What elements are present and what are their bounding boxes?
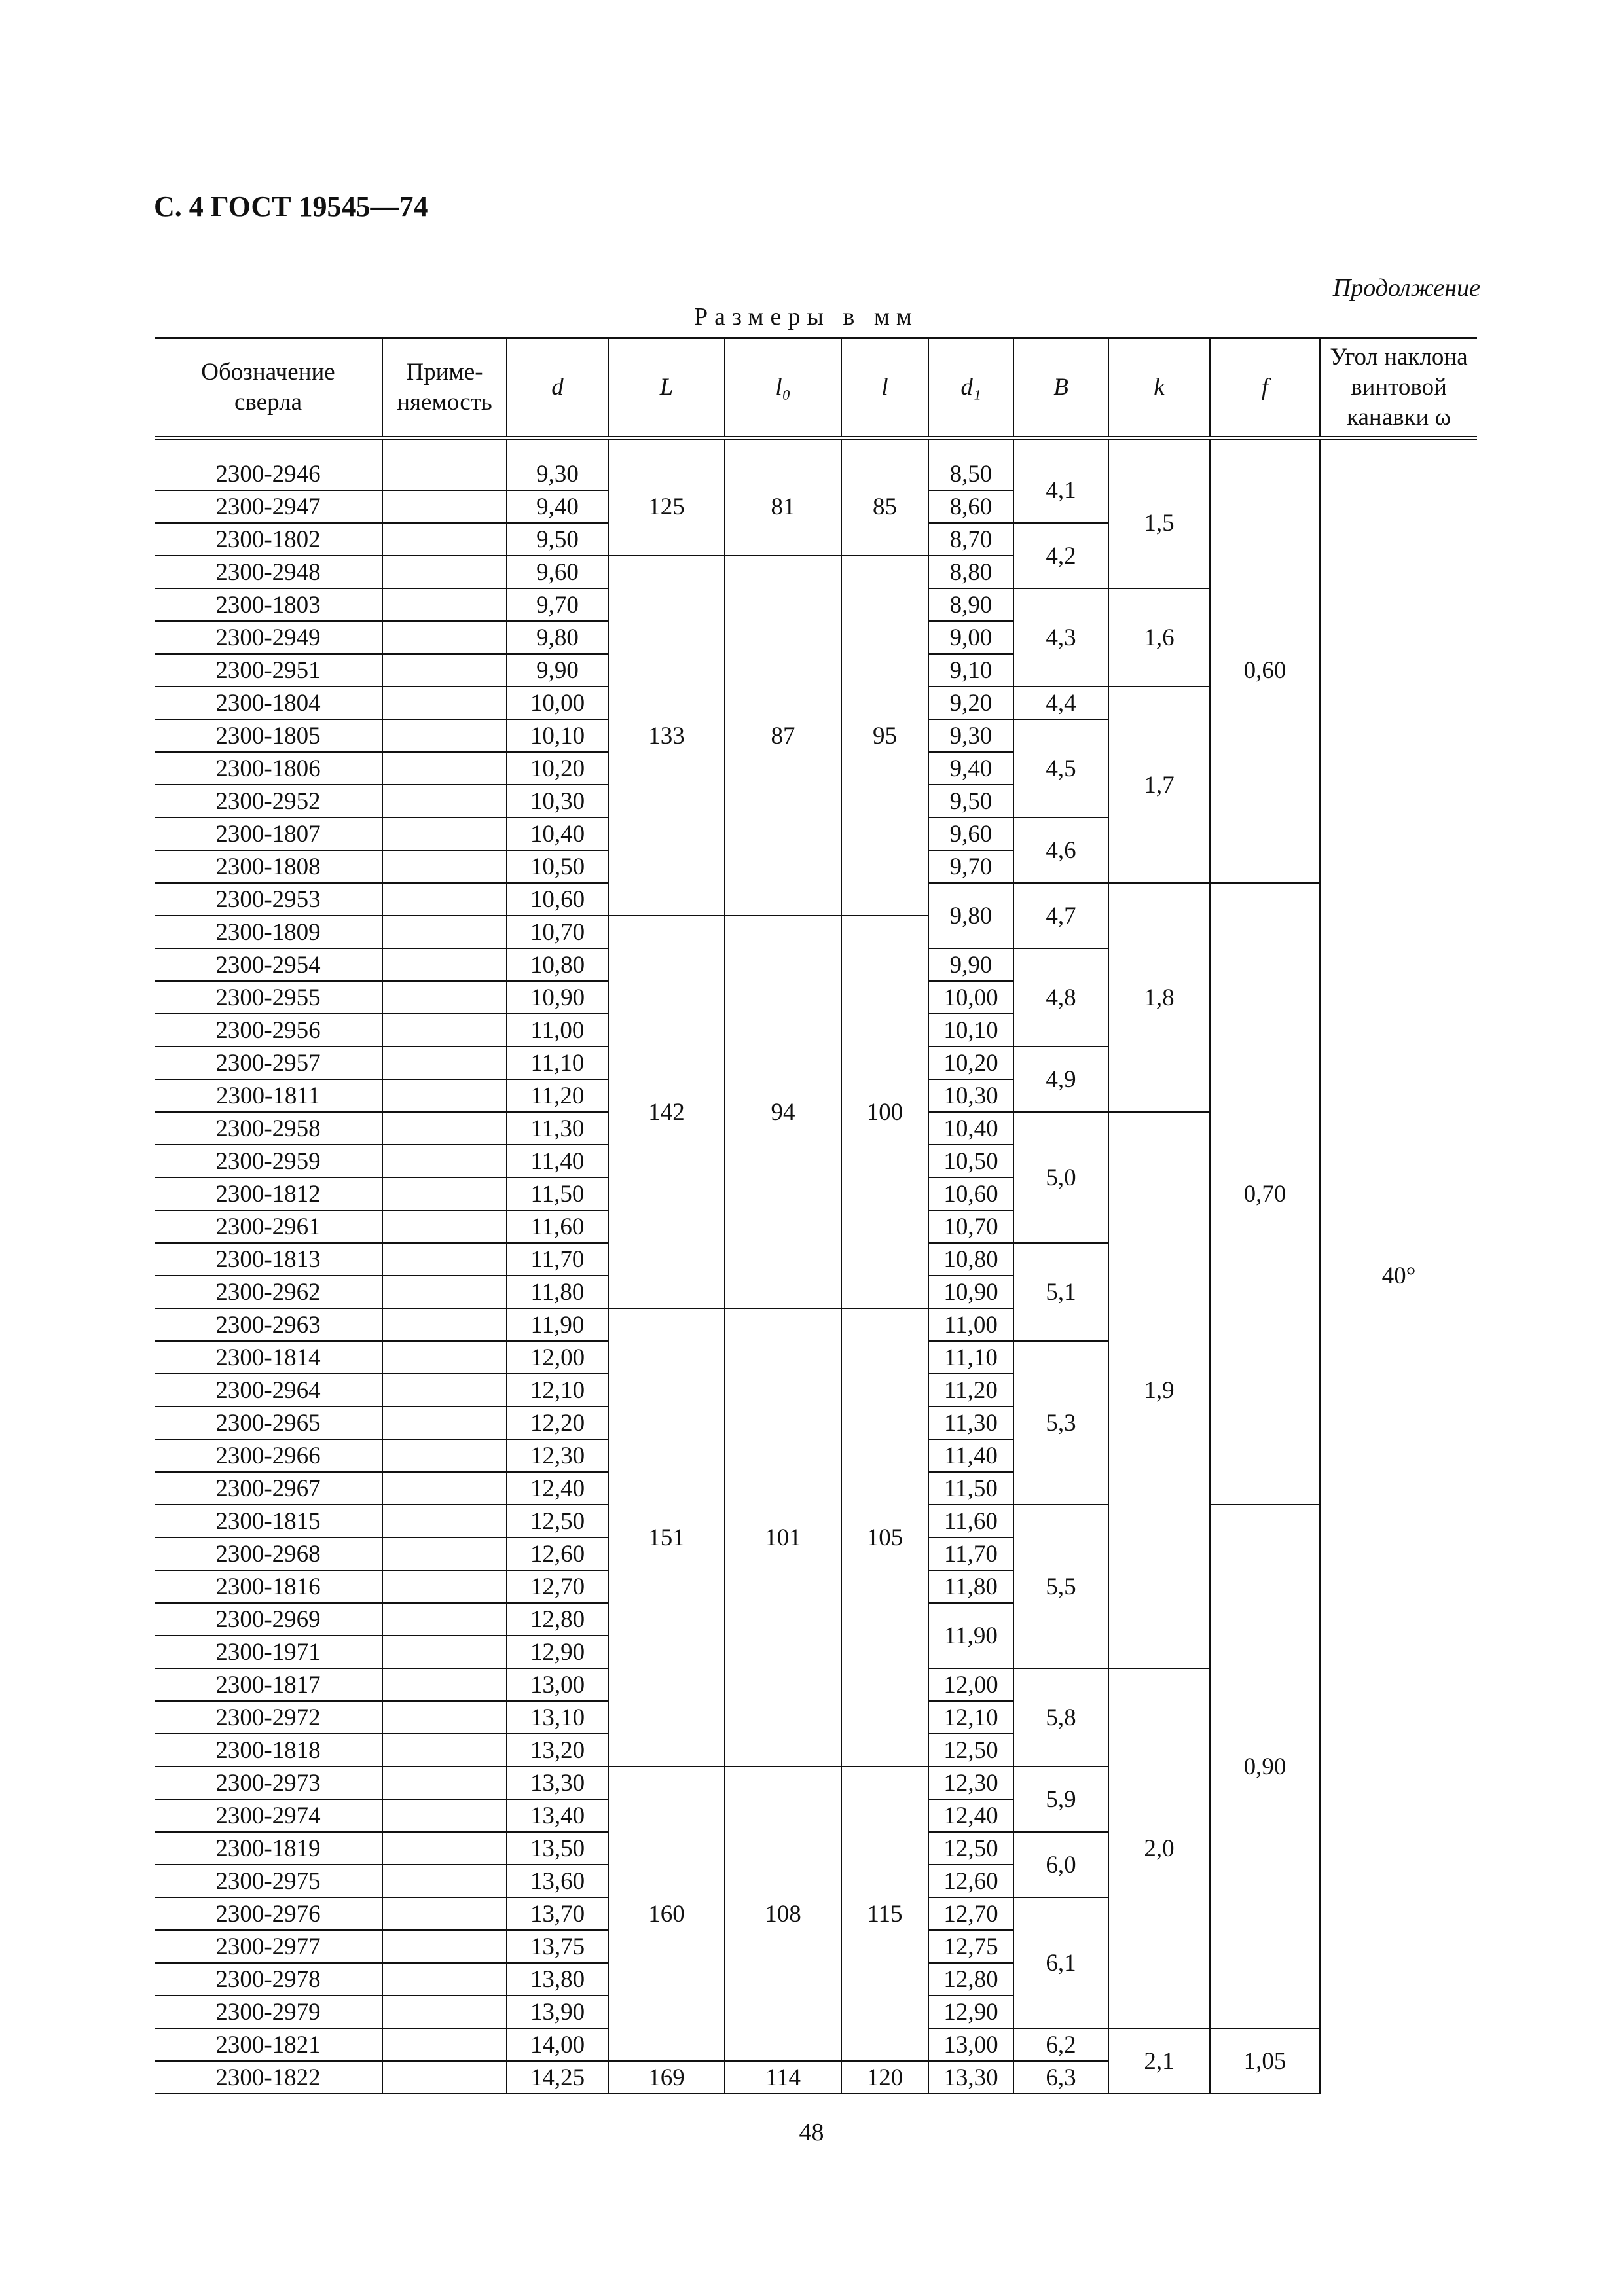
col-k: k [1108,338,1210,439]
B-cell: 4,2 [1013,523,1108,588]
diameter-cell: 12,10 [507,1374,608,1407]
diameter-cell: 13,75 [507,1930,608,1963]
k-cell: 1,6 [1108,588,1210,687]
length-l0-cell: 101 [725,1308,841,1767]
drill-designation-cell: 2300-1809 [155,916,382,948]
B-cell: 4,5 [1013,719,1108,817]
diameter-cell: 9,90 [507,654,608,687]
core-diameter-cell: 10,90 [928,1276,1013,1308]
core-diameter-cell: 11,80 [928,1570,1013,1603]
applicability-cell [382,1505,507,1537]
core-diameter-cell: 11,90 [928,1603,1013,1668]
diameter-cell: 9,70 [507,588,608,621]
core-diameter-cell: 12,60 [928,1865,1013,1897]
B-cell: 6,2 [1013,2028,1108,2061]
applicability-cell [382,1537,507,1570]
applicability-cell [382,458,507,490]
core-diameter-cell: 12,40 [928,1799,1013,1832]
drill-designation-cell: 2300-2951 [155,654,382,687]
applicability-cell [382,1079,507,1112]
diameter-cell: 12,70 [507,1570,608,1603]
diameter-cell: 13,30 [507,1767,608,1799]
core-diameter-cell: 11,20 [928,1374,1013,1407]
f-cell: 1,05 [1210,2028,1320,2094]
applicability-cell [382,1047,507,1079]
core-diameter-cell: 11,40 [928,1439,1013,1472]
col-d: d [507,338,608,439]
length-l-cell: 85 [841,458,928,556]
length-l0-cell: 94 [725,916,841,1308]
k-cell: 2,1 [1108,2028,1210,2094]
drill-designation-cell: 2300-2947 [155,490,382,523]
drill-designation-cell: 2300-1817 [155,1668,382,1701]
B-cell: 5,9 [1013,1767,1108,1832]
length-l0-cell: 108 [725,1767,841,2061]
B-cell: 5,3 [1013,1341,1108,1505]
diameter-cell: 11,00 [507,1014,608,1047]
drill-designation-cell: 2300-2956 [155,1014,382,1047]
drill-designation-cell: 2300-1815 [155,1505,382,1537]
col-B: B [1013,338,1108,439]
core-diameter-cell: 10,20 [928,1047,1013,1079]
length-L-cell: 160 [608,1767,725,2061]
core-diameter-cell: 9,00 [928,621,1013,654]
drill-designation-cell: 2300-2973 [155,1767,382,1799]
B-cell: 4,9 [1013,1047,1108,1112]
length-l-cell: 95 [841,556,928,916]
diameter-cell: 11,60 [507,1210,608,1243]
applicability-cell [382,1341,507,1374]
drill-designation-cell: 2300-1971 [155,1636,382,1668]
applicability-cell [382,621,507,654]
col-helix-angle: Угол наклона винтовой канавки ω [1320,338,1477,439]
applicability-cell [382,1636,507,1668]
core-diameter-cell: 8,60 [928,490,1013,523]
drill-designation-cell: 2300-1812 [155,1177,382,1210]
continuation-label: Продолжение [1332,274,1480,302]
applicability-cell [382,1930,507,1963]
core-diameter-cell: 9,20 [928,687,1013,719]
diameter-cell: 12,60 [507,1537,608,1570]
applicability-cell [382,1963,507,1996]
drill-designation-cell: 2300-2974 [155,1799,382,1832]
core-diameter-cell: 10,80 [928,1243,1013,1276]
core-diameter-cell: 10,70 [928,1210,1013,1243]
applicability-cell [382,1243,507,1276]
drill-designation-cell: 2300-2972 [155,1701,382,1734]
diameter-cell: 13,60 [507,1865,608,1897]
table-header-row [155,338,1477,439]
diameter-cell: 10,60 [507,883,608,916]
applicability-cell [382,948,507,981]
diameter-cell: 9,80 [507,621,608,654]
core-diameter-cell: 11,10 [928,1341,1013,1374]
core-diameter-cell: 12,90 [928,1996,1013,2028]
diameter-cell: 11,50 [507,1177,608,1210]
diameter-cell: 11,40 [507,1145,608,1177]
drill-designation-cell: 2300-2978 [155,1963,382,1996]
core-diameter-cell: 9,80 [928,883,1013,948]
applicability-cell [382,719,507,752]
applicability-cell [382,1112,507,1145]
applicability-cell [382,1472,507,1505]
applicability-cell [382,556,507,588]
applicability-cell [382,490,507,523]
diameter-cell: 13,20 [507,1734,608,1767]
f-cell: 0,70 [1210,883,1320,1505]
length-l0-cell: 114 [725,2061,841,2094]
drill-designation-cell: 2300-1813 [155,1243,382,1276]
applicability-cell [382,1767,507,1799]
diameter-cell: 12,80 [507,1603,608,1636]
applicability-cell [382,1865,507,1897]
k-cell: 1,5 [1108,458,1210,588]
diameter-cell: 9,60 [507,556,608,588]
drill-designation-cell: 2300-2959 [155,1145,382,1177]
core-diameter-cell: 13,00 [928,2028,1013,2061]
drill-designation-cell: 2300-2946 [155,458,382,490]
length-l-cell: 120 [841,2061,928,2094]
core-diameter-cell: 9,40 [928,752,1013,785]
B-cell: 4,3 [1013,588,1108,687]
drill-designation-cell: 2300-1811 [155,1079,382,1112]
applicability-cell [382,1668,507,1701]
col-designation: Обозначение сверла [155,338,382,439]
diameter-cell: 11,30 [507,1112,608,1145]
B-cell: 4,8 [1013,948,1108,1047]
diameter-cell: 12,00 [507,1341,608,1374]
length-l-cell: 100 [841,916,928,1308]
applicability-cell [382,1603,507,1636]
applicability-cell [382,1996,507,2028]
applicability-cell [382,850,507,883]
drill-designation-cell: 2300-2963 [155,1308,382,1341]
drill-designation-cell: 2300-1803 [155,588,382,621]
col-L: L [608,338,725,439]
core-diameter-cell: 12,50 [928,1832,1013,1865]
length-L-cell: 125 [608,458,725,556]
core-diameter-cell: 8,90 [928,588,1013,621]
col-f: f [1210,338,1320,439]
drill-designation-cell: 2300-1822 [155,2061,382,2094]
drill-designation-cell: 2300-1805 [155,719,382,752]
diameter-cell: 12,20 [507,1407,608,1439]
f-cell: 0,60 [1210,458,1320,883]
applicability-cell [382,1374,507,1407]
diameter-cell: 12,30 [507,1439,608,1472]
k-cell: 1,8 [1108,883,1210,1112]
applicability-cell [382,883,507,916]
core-diameter-cell: 9,50 [928,785,1013,817]
core-diameter-cell: 10,40 [928,1112,1013,1145]
applicability-cell [382,1734,507,1767]
applicability-cell [382,654,507,687]
page-header: С. 4 ГОСТ 19545—74 [154,190,428,223]
diameter-cell: 10,30 [507,785,608,817]
core-diameter-cell: 12,30 [928,1767,1013,1799]
drill-designation-cell: 2300-2968 [155,1537,382,1570]
B-cell: 6,3 [1013,2061,1108,2094]
diameter-cell: 13,40 [507,1799,608,1832]
drill-designation-cell: 2300-1802 [155,523,382,556]
core-diameter-cell: 13,30 [928,2061,1013,2094]
core-diameter-cell: 11,30 [928,1407,1013,1439]
drill-designation-cell: 2300-2962 [155,1276,382,1308]
diameter-cell: 13,80 [507,1963,608,1996]
drill-designation-cell: 2300-1819 [155,1832,382,1865]
applicability-cell [382,1439,507,1472]
diameter-cell: 10,10 [507,719,608,752]
length-l0-cell: 87 [725,556,841,916]
applicability-cell [382,1276,507,1308]
length-l0-cell: 81 [725,458,841,556]
applicability-cell [382,588,507,621]
drill-designation-cell: 2300-2955 [155,981,382,1014]
drill-designation-cell: 2300-2952 [155,785,382,817]
applicability-cell [382,687,507,719]
drill-designation-cell: 2300-1818 [155,1734,382,1767]
B-cell: 4,4 [1013,687,1108,719]
core-diameter-cell: 10,30 [928,1079,1013,1112]
B-cell: 4,1 [1013,458,1108,523]
col-l: l [841,338,928,439]
B-cell: 5,5 [1013,1505,1108,1668]
table-row [155,458,1477,490]
k-cell: 2,0 [1108,1668,1210,2028]
diameter-cell: 12,50 [507,1505,608,1537]
applicability-cell [382,523,507,556]
B-cell: 5,0 [1013,1112,1108,1243]
drill-designation-cell: 2300-1807 [155,817,382,850]
drill-designation-cell: 2300-2965 [155,1407,382,1439]
table-spacer-row [155,438,1477,458]
applicability-cell [382,1014,507,1047]
diameter-cell: 13,50 [507,1832,608,1865]
diameter-cell: 9,30 [507,458,608,490]
diameter-cell: 13,10 [507,1701,608,1734]
core-diameter-cell: 11,70 [928,1537,1013,1570]
applicability-cell [382,916,507,948]
drill-designation-cell: 2300-2976 [155,1897,382,1930]
diameter-cell: 11,70 [507,1243,608,1276]
diameter-cell: 10,40 [507,817,608,850]
length-L-cell: 151 [608,1308,725,1767]
core-diameter-cell: 10,10 [928,1014,1013,1047]
applicability-cell [382,1799,507,1832]
drill-designation-cell: 2300-2967 [155,1472,382,1505]
drill-designation-cell: 2300-2953 [155,883,382,916]
B-cell: 5,8 [1013,1668,1108,1767]
B-cell: 4,6 [1013,817,1108,883]
col-applicability: Приме- няемость [382,338,507,439]
B-cell: 6,0 [1013,1832,1108,1897]
core-diameter-cell: 9,60 [928,817,1013,850]
length-L-cell: 142 [608,916,725,1308]
diameter-cell: 10,70 [507,916,608,948]
col-d1: d₁ [928,338,1013,439]
units-caption: Размеры в мм [694,303,919,331]
diameter-cell: 14,25 [507,2061,608,2094]
drill-spec-table-wrapper [155,337,1477,2094]
applicability-cell [382,1308,507,1341]
applicability-cell [382,1570,507,1603]
page-number: 48 [799,2119,824,2146]
diameter-cell: 10,80 [507,948,608,981]
length-L-cell: 133 [608,556,725,916]
applicability-cell [382,2028,507,2061]
diameter-cell: 11,90 [507,1308,608,1341]
core-diameter-cell: 8,80 [928,556,1013,588]
applicability-cell [382,1177,507,1210]
core-diameter-cell: 12,50 [928,1734,1013,1767]
core-diameter-cell: 9,70 [928,850,1013,883]
diameter-cell: 13,70 [507,1897,608,1930]
diameter-cell: 11,20 [507,1079,608,1112]
core-diameter-cell: 9,30 [928,719,1013,752]
applicability-cell [382,1897,507,1930]
core-diameter-cell: 12,00 [928,1668,1013,1701]
B-cell: 4,7 [1013,883,1108,948]
core-diameter-cell: 8,70 [928,523,1013,556]
drill-designation-cell: 2300-2979 [155,1996,382,2028]
drill-designation-cell: 2300-1808 [155,850,382,883]
drill-designation-cell: 2300-2961 [155,1210,382,1243]
diameter-cell: 13,90 [507,1996,608,2028]
diameter-cell: 12,90 [507,1636,608,1668]
drill-designation-cell: 2300-1814 [155,1341,382,1374]
diameter-cell: 10,90 [507,981,608,1014]
drill-designation-cell: 2300-1806 [155,752,382,785]
drill-designation-cell: 2300-2954 [155,948,382,981]
drill-designation-cell: 2300-2958 [155,1112,382,1145]
diameter-cell: 12,40 [507,1472,608,1505]
core-diameter-cell: 8,50 [928,458,1013,490]
drill-designation-cell: 2300-2977 [155,1930,382,1963]
core-diameter-cell: 12,70 [928,1897,1013,1930]
drill-designation-cell: 2300-2966 [155,1439,382,1472]
diameter-cell: 14,00 [507,2028,608,2061]
B-cell: 6,1 [1013,1897,1108,2028]
core-diameter-cell: 10,60 [928,1177,1013,1210]
table-body [155,438,1477,2094]
core-diameter-cell: 11,00 [928,1308,1013,1341]
B-cell: 5,1 [1013,1243,1108,1341]
drill-designation-cell: 2300-2964 [155,1374,382,1407]
diameter-cell: 11,80 [507,1276,608,1308]
applicability-cell [382,1145,507,1177]
drill-designation-cell: 2300-2948 [155,556,382,588]
length-l-cell: 105 [841,1308,928,1767]
diameter-cell: 10,20 [507,752,608,785]
k-cell: 1,7 [1108,687,1210,883]
drill-spec-table [155,337,1477,2094]
k-cell: 1,9 [1108,1112,1210,1668]
core-diameter-cell: 9,90 [928,948,1013,981]
drill-designation-cell: 2300-2969 [155,1603,382,1636]
col-l0: l₀ [725,338,841,439]
length-L-cell: 169 [608,2061,725,2094]
helix-angle-cell: 40° [1320,458,1477,2094]
applicability-cell [382,1407,507,1439]
drill-designation-cell: 2300-1804 [155,687,382,719]
applicability-cell [382,1701,507,1734]
length-l-cell: 115 [841,1767,928,2061]
applicability-cell [382,1210,507,1243]
diameter-cell: 11,10 [507,1047,608,1079]
applicability-cell [382,785,507,817]
core-diameter-cell: 11,50 [928,1472,1013,1505]
diameter-cell: 9,40 [507,490,608,523]
diameter-cell: 10,50 [507,850,608,883]
drill-designation-cell: 2300-2975 [155,1865,382,1897]
applicability-cell [382,752,507,785]
applicability-cell [382,1832,507,1865]
core-diameter-cell: 12,80 [928,1963,1013,1996]
diameter-cell: 10,00 [507,687,608,719]
drill-designation-cell: 2300-1821 [155,2028,382,2061]
applicability-cell [382,817,507,850]
drill-designation-cell: 2300-1816 [155,1570,382,1603]
core-diameter-cell: 12,10 [928,1701,1013,1734]
applicability-cell [382,2061,507,2094]
applicability-cell [382,981,507,1014]
core-diameter-cell: 11,60 [928,1505,1013,1537]
diameter-cell: 13,00 [507,1668,608,1701]
core-diameter-cell: 10,50 [928,1145,1013,1177]
drill-designation-cell: 2300-2957 [155,1047,382,1079]
diameter-cell: 9,50 [507,523,608,556]
f-cell: 0,90 [1210,1505,1320,2028]
core-diameter-cell: 12,75 [928,1930,1013,1963]
core-diameter-cell: 9,10 [928,654,1013,687]
drill-designation-cell: 2300-2949 [155,621,382,654]
core-diameter-cell: 10,00 [928,981,1013,1014]
